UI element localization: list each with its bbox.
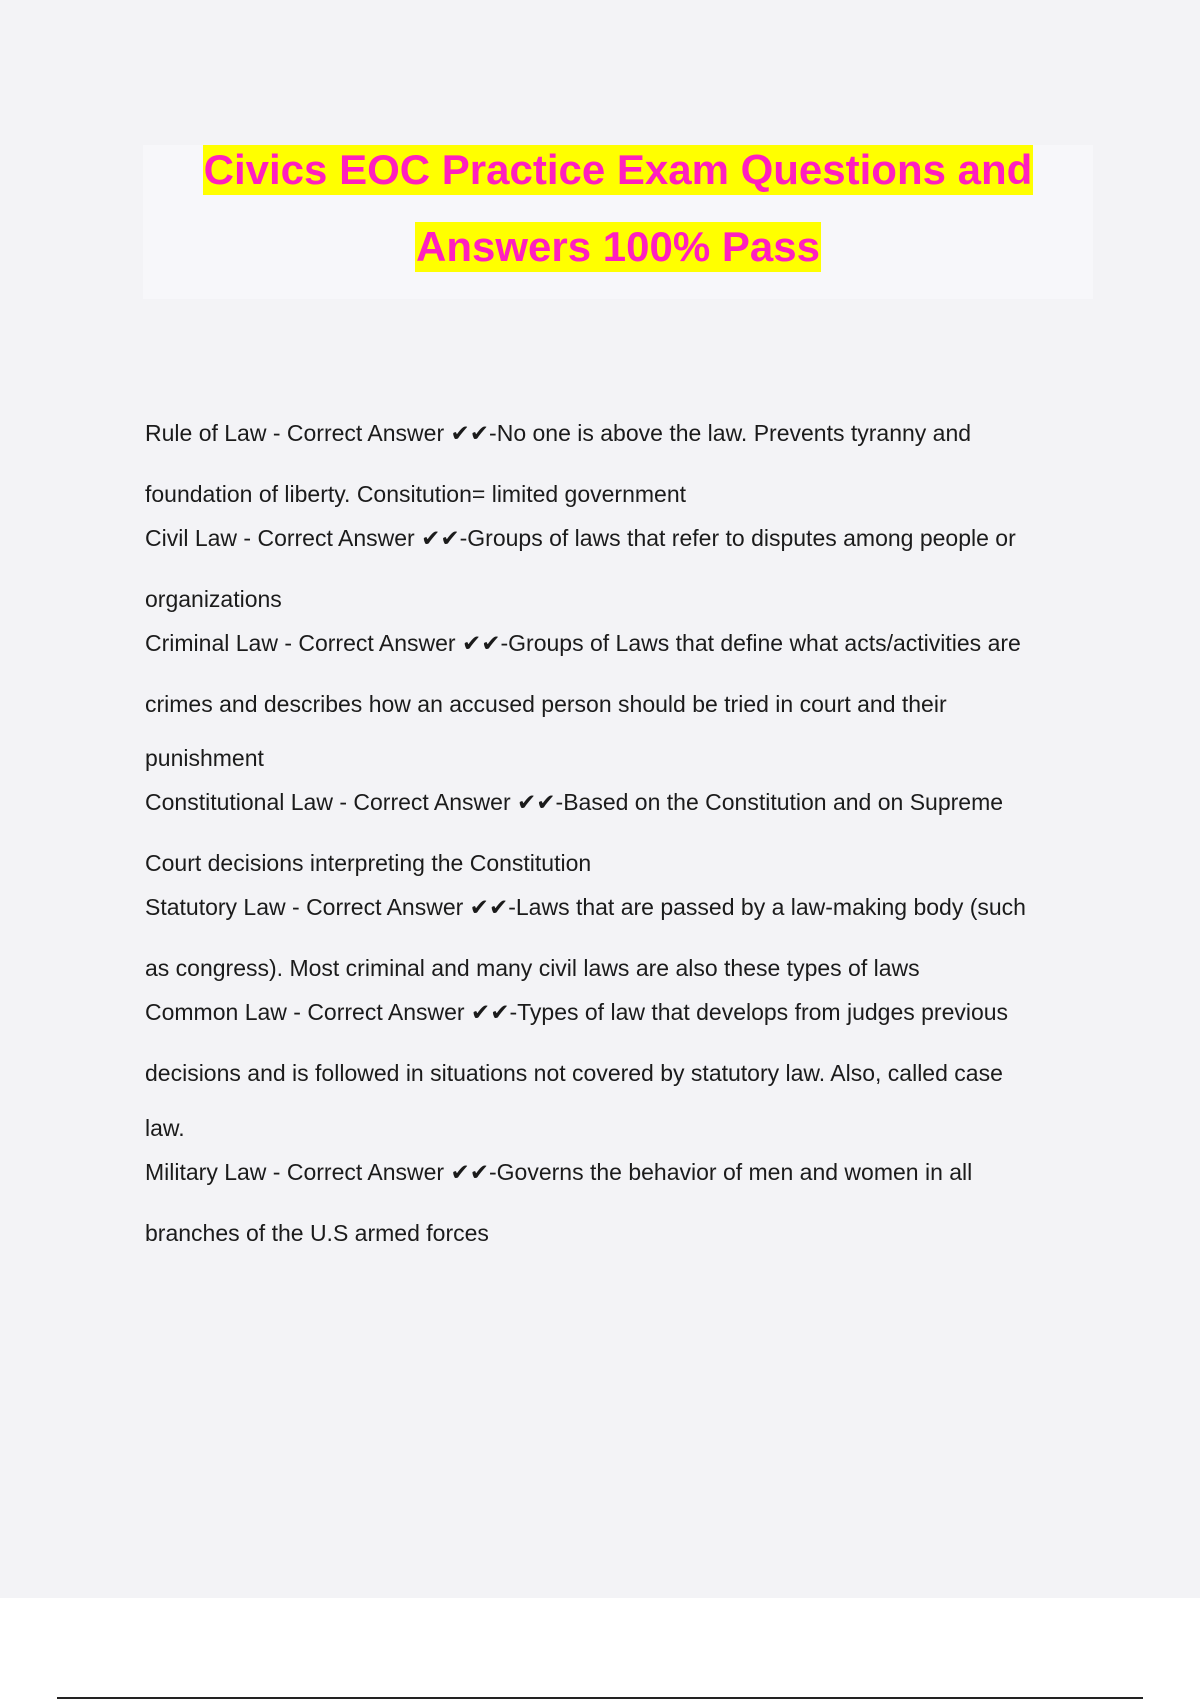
entry-text-line: organizations — [145, 586, 282, 612]
qa-entry-constitutional-law — [145, 787, 1085, 878]
entry-text-line: Court decisions interpreting the Constitution — [145, 850, 592, 876]
entry-text-line: as congress). Most criminal and many civil laws are also these types of laws — [145, 955, 920, 981]
page-title-line-2: Answers 100% Pass — [416, 223, 820, 270]
footer-divider — [57, 1697, 1143, 1699]
qa-entry-civil-law — [145, 523, 1085, 614]
entry-text-line: crimes and describes how an accused person should be tried in court and their — [145, 691, 947, 717]
entry-text-line: punishment — [145, 745, 264, 771]
qa-entry-common-law — [145, 997, 1085, 1143]
qa-entry-criminal-law — [145, 628, 1085, 773]
entry-text-line: foundation of liberty. Consitution= limited government — [145, 481, 687, 507]
title-block — [143, 145, 1093, 299]
qa-entry-military-law — [145, 1157, 1085, 1248]
entry-text-line: law. — [145, 1115, 185, 1141]
qa-list — [145, 418, 1085, 1262]
entry-text-line: Rule of Law - Correct Answer ✔✔-No one is above the law. Prevents tyranny and — [145, 420, 972, 446]
entry-text-line: Civil Law - Correct Answer ✔✔-Groups of laws that refer to disputes among people or — [145, 525, 1016, 551]
qa-entry-rule-of-law — [145, 418, 1085, 509]
qa-entry-statutory-law — [145, 892, 1085, 983]
page-title-line-1: Civics EOC Practice Exam Questions and — [203, 146, 1033, 193]
entry-text-line: branches of the U.S armed forces — [145, 1220, 489, 1246]
entry-text-line: Statutory Law - Correct Answer ✔✔-Laws that are passed by a law-making body (such — [145, 894, 1026, 920]
entry-text-line: Military Law - Correct Answer ✔✔-Governs the behavior of men and women in all — [145, 1159, 973, 1185]
entry-text-line: Criminal Law - Correct Answer ✔✔-Groups of Laws that define what acts/activities are — [145, 630, 1021, 656]
entry-text-line: decisions and is followed in situations not covered by statutory law. Also, called case — [145, 1060, 1003, 1086]
entry-text-line: Constitutional Law - Correct Answer ✔✔-Based on the Constitution and on Supreme — [145, 789, 1004, 815]
entry-text-line: Common Law - Correct Answer ✔✔-Types of law that develops from judges previous — [145, 999, 1009, 1025]
